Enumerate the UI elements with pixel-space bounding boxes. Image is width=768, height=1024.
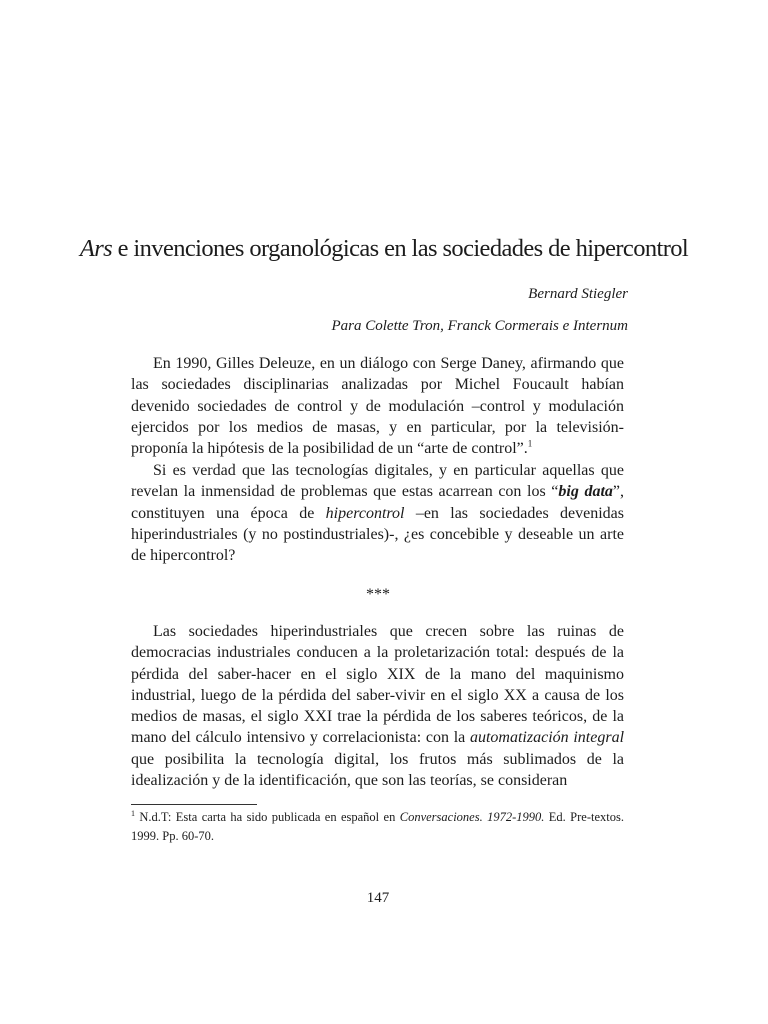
- paragraph-2-text-c: ”, constituyen una época de: [131, 483, 625, 522]
- footnote-text-a: N.d.T: Esta carta ha sido publicada en español en: [135, 810, 400, 824]
- paragraph-1: [131, 353, 624, 459]
- dedication: Para Colette Tron, Franck Cormerais e Internum: [331, 318, 628, 334]
- footnote-reference[interactable]: 1: [527, 438, 533, 449]
- footnote-number: 1: [131, 808, 135, 818]
- author-name: Bernard Stiegler: [528, 286, 628, 302]
- paragraph-2-text-a: Si es verdad que las tecnologías digitales, y en particular aquellas que revelan la inmensidad de problemas que estas acarrean con los “: [131, 462, 624, 501]
- automatizacion-term: automatización integral: [469, 729, 625, 747]
- footnote-book-title: Conversaciones. 1972-1990.: [399, 810, 545, 824]
- paragraph-3: [131, 621, 624, 791]
- paragraph-1-text: En 1990, Gilles Deleuze, en un diálogo con Serge Daney, afirmando que las sociedades disciplinarias analizadas por Michel Foucault habían devenido sociedades de control y de modulación –control y modulación ejercidos por los medios de masas, y en particular, por la televisión- proponía la hipótesis de la posibilidad de un “arte de control”.: [131, 355, 624, 458]
- title-italic-word: Ars: [79, 235, 113, 262]
- paragraph-2: [131, 460, 624, 566]
- footnote-text-c: Ed. Pre-textos. 1999. Pp. 60-70.: [131, 810, 624, 843]
- paragraph-3-text-c: que posibilita la tecnología digital, los frutos más sublimados de la idealización y de la identificación, que son las teorías, se consideran: [131, 750, 624, 790]
- page-number: 147: [366, 890, 390, 906]
- footnote: [131, 808, 624, 846]
- paragraph-3-text-a: Las sociedades hiperindustriales que crecen sobre las ruinas de democracias industriales conducen a la proletarización total: después de la pérdida del saber-hacer en el siglo XIX de la mano del maquinismo industrial, luego de la pérdida del saber-vivir en el siglo XX a causa de los medios de masas, el siglo XXI trae la pérdida de los saberes teóricos, de la mano del cálculo intensivo y correlacionista: con la: [131, 623, 624, 747]
- chapter-title: [0, 232, 768, 266]
- footnote-divider: [131, 804, 257, 805]
- hipercontrol-term: hipercontrol: [325, 504, 405, 522]
- title-text: e invenciones organológicas en las sociedades de hipercontrol: [112, 235, 689, 262]
- big-data-term: big data: [558, 483, 613, 501]
- section-separator: ***: [366, 586, 390, 603]
- paragraph-2-text-e: –en las sociedades devenidas hiperindustriales (y no postindustriales)-, ¿es concebible y deseable un arte de hipercontrol?: [131, 504, 624, 565]
